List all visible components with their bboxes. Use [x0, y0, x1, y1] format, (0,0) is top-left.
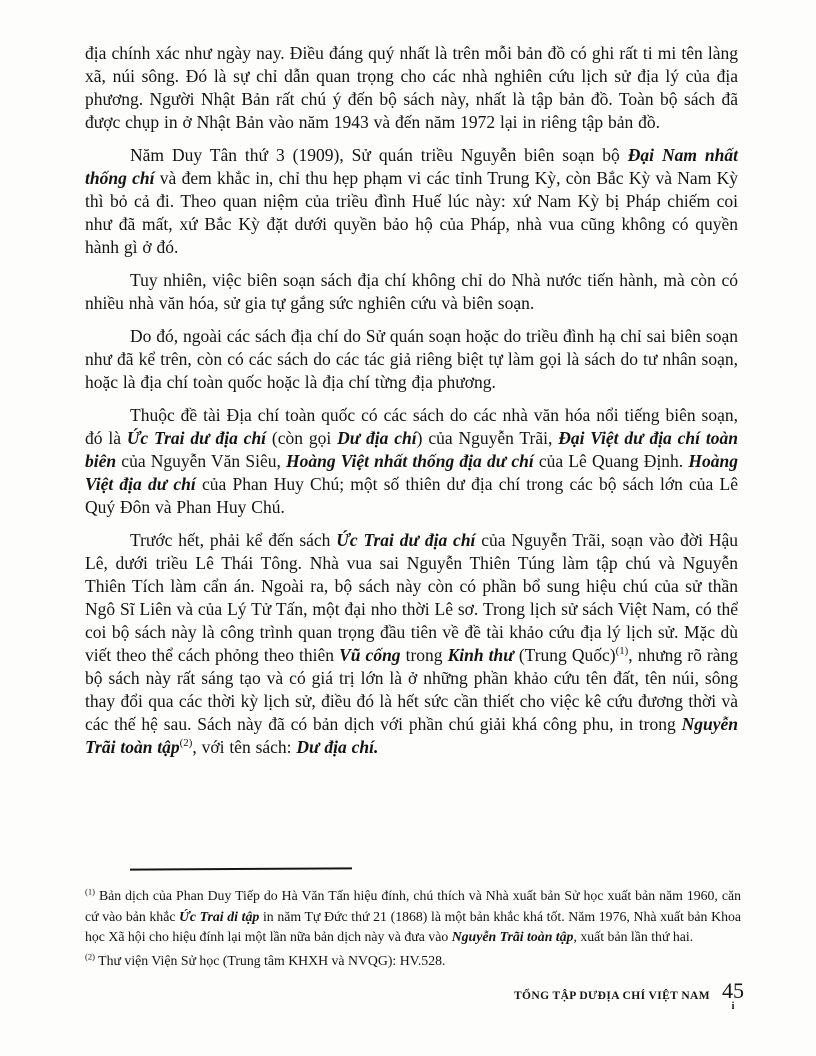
footnotes-section — [85, 886, 741, 974]
footnote — [85, 886, 741, 948]
page-mark: i — [731, 1001, 735, 1012]
paragraph — [85, 325, 738, 394]
page-body — [85, 42, 738, 769]
footnote-reference: (1) — [85, 886, 95, 897]
body-text: in năm Tự Đức thứ 21 (1868) là một bản khắc khá tốt. Năm 1976, Nhà xuất bản Khoa học Xã hội cho hiệu đính lại một lần nữa bản dịch này và đưa vào — [85, 908, 741, 944]
book-title-text: Ức Trai dư địa chí — [126, 428, 267, 448]
footnote-reference: (2) — [85, 950, 95, 961]
book-title-text: Hoàng Việt địa dư chí — [85, 451, 738, 494]
body-text: Trước hết, phải kể đến sách — [130, 530, 337, 550]
body-text: Do đó, ngoài các sách địa chí do Sử quán soạn hoặc do triều đình hạ chỉ sai biên soạn như đã kể trên, còn có các sách do các tác giả riêng biệt tự làm gọi là sách do tư nhân soạn, hoặc là địa chí toàn quốc hoặc là địa chí từng địa phương. — [85, 326, 738, 392]
footnote-reference: (2) — [179, 737, 193, 750]
body-text: Bản dịch của Phan Duy Tiếp do Hà Văn Tấn hiệu đính, chú thích và Nhà xuất bản Sử học xuất bản năm 1960, căn cứ vào bản khắc — [85, 888, 741, 924]
body-text: Thuộc đề tài Địa chí toàn quốc có các sách do các nhà văn hóa nổi tiếng biên soạn, đó là — [85, 405, 738, 448]
book-title-text: Nguyễn Trãi toàn tập — [85, 714, 738, 757]
page-number: 45 — [722, 978, 744, 1003]
book-title-text: Đại Nam nhất thống chí — [85, 145, 739, 188]
paragraph — [85, 269, 738, 315]
body-text: của Nguyễn Văn Siêu, — [116, 451, 287, 471]
body-text: địa chính xác như ngày nay. Điều đáng quý nhất là trên mỗi bản đồ có ghi rất ti mi tên làng xã, núi sông. Đó là sự chỉ dẫn quan trọng cho các nhà nghiên cứu lịch sử địa lý của địa phương. Người Nhật Bản rất chú ý đến bộ sách này, nhất là tập bản đồ. Toàn bộ sách đã được chụp in ở Nhật Bản vào năm 1943 và đến năm 1972 lại in riêng tập bản đồ. — [85, 43, 738, 132]
body-text: của Phan Huy Chú; một số thiên dư địa chí trong các bộ sách lớn của Lê Quý Đôn và Phan Huy Chú. — [85, 474, 738, 517]
book-title-text: Ức Trai dư địa chí — [336, 530, 476, 550]
body-text: , xuất bản lần thứ hai. — [573, 929, 694, 944]
book-title-text: Vũ cống — [339, 645, 401, 665]
book-title-text: Hoàng Việt nhất thống địa dư chí — [286, 451, 534, 471]
footnote — [85, 951, 741, 972]
body-text: Tuy nhiên, việc biên soạn sách địa chí không chỉ do Nhà nước tiến hành, mà còn có nhiều nhà văn hóa, sử gia tự gắng sức nghiên cứu và biên soạn. — [85, 270, 738, 313]
footnote-reference: (1) — [615, 645, 629, 658]
body-text: ) của Nguyễn Trãi, — [416, 428, 559, 448]
book-title-text: Dư địa chí — [337, 428, 417, 448]
book-title-text: Kinh thư — [447, 645, 514, 665]
book-title-text: Ức Trai di tập — [179, 908, 260, 924]
paragraph — [85, 529, 738, 759]
body-text: , nhưng rõ ràng bộ sách này rất sáng tạo và có giá trị lớn là ở những phần khảo cứu tên đất, tên núi, sông thay đổi qua các thời kỳ lịch sử, điều đó là hết sức cần thiết cho việc kê cứu đương thời và các thế hệ sau. Sách này đã có bản dịch với phần chú giải khá công phu, in trong — [85, 645, 738, 734]
body-text: trong — [400, 645, 448, 665]
page-number-block — [722, 980, 744, 1012]
body-text: (Trung Quốc) — [513, 645, 616, 665]
book-title-text: Đại Việt dư địa chí toàn biên — [85, 428, 738, 471]
paragraph — [85, 42, 738, 134]
body-text: (còn gọi — [266, 428, 338, 448]
body-text: của Lê Quang Định. — [533, 451, 689, 471]
paragraph — [85, 144, 738, 259]
page-footer — [514, 980, 744, 1012]
book-title-text: Dư địa chí. — [296, 737, 379, 757]
body-text: Thư viện Viện Sử học (Trung tâm KHXH và NVQG): HV.528. — [94, 952, 446, 968]
body-text: của Nguyễn Trãi, soạn vào đời Hậu Lê, dưới triều Lê Thái Tông. Nhà vua sai Nguyễn Thiên Túng làm tập chú và Nguyễn Thiên Tích làm cẩn án. Ngoài ra, bộ sách này còn có phần bổ sung hiệu chú của sử thần Ngô Sĩ Liên và của Lý Tử Tấn, một đại nho thời Lê sơ. Trong lịch sử sách Việt Nam, có thể coi bộ sách này là công trình quan trọng đầu tiên về đề tài khảo cứu địa lý lịch sử. Mặc dù viết theo thể cách phỏng theo thiên — [85, 530, 739, 665]
body-text: , với tên sách: — [192, 737, 297, 757]
running-title: TỔNG TẬP DƯĐỊA CHÍ VIỆT NAM — [513, 990, 710, 1002]
book-title-text: Nguyễn Trãi toàn tập — [451, 929, 574, 944]
paragraph — [85, 404, 738, 519]
footnote-separator — [130, 867, 352, 870]
body-text: và đem khắc in, chỉ thu hẹp phạm vi các tỉnh Trung Kỳ, còn Bắc Kỳ và Nam Kỳ thì bỏ cả đi. Theo quan niệm của triều đình Huế lúc này: xứ Nam Kỳ bị Pháp chiếm coi như đã mất, xứ Bắc Kỳ đặt dưới quyền bảo hộ của Pháp, nhà vua cũng không có quyền hành gì ở đó. — [85, 168, 738, 257]
body-text: Năm Duy Tân thứ 3 (1909), Sử quán triều Nguyễn biên soạn bộ — [130, 145, 628, 165]
